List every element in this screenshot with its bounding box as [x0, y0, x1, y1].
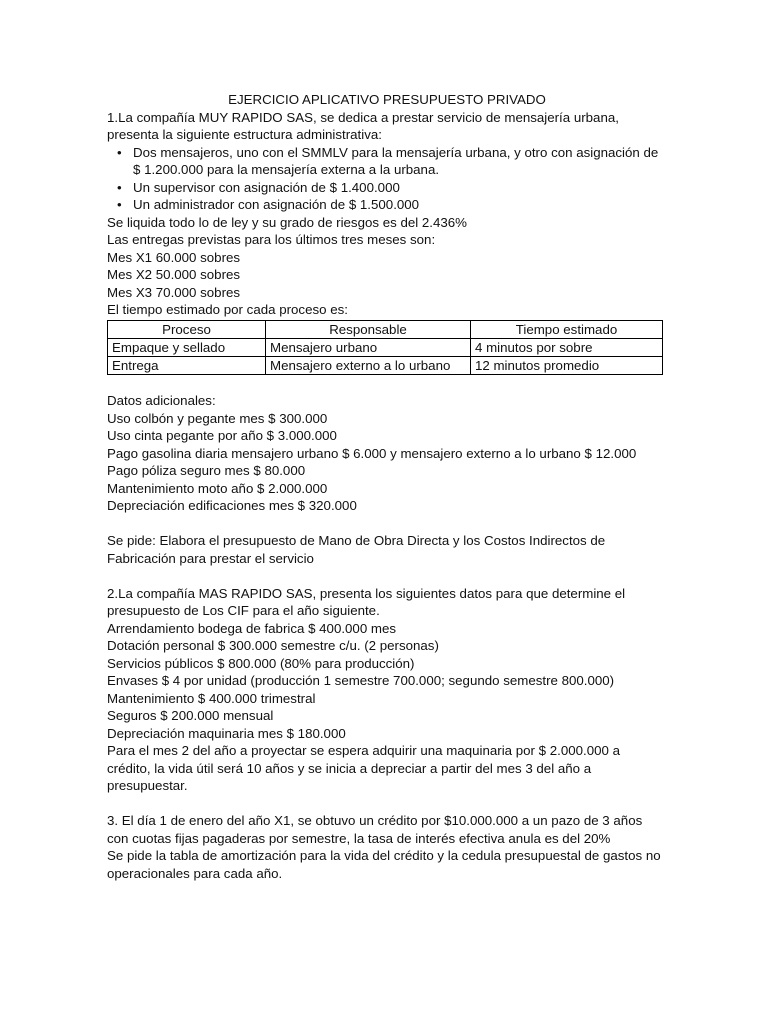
text-line: Pago gasolina diaria mensajero urbano $ 6.000 y mensajero externo a lo urbano $ 12.000: [107, 445, 637, 461]
exercise-1-request: Se pide: Elabora el presupuesto de Mano de Obra Directa y los Costos Indirectos de Fabricación para prestar el servicio: [107, 533, 606, 566]
exercise-2-intro: 2.La compañía MAS RAPIDO SAS, presenta los siguientes datos para que determine el presupuesto de Los CIF para el año siguiente.: [107, 585, 626, 618]
table-header-row: [108, 320, 663, 338]
spacer: [107, 515, 667, 533]
table-cell: Empaque y sellado: [108, 338, 266, 356]
exercise-1-intro: 1.La compañía MUY RAPIDO SAS, se dedica a prestar servicio de mensajería urbana, presenta la siguiente estructura administrativa:: [107, 109, 619, 142]
table-cell: 12 minutos promedio: [471, 356, 663, 374]
bullet-item: • Dos mensajeros, uno con el SMMLV para la mensajería urbana, y otro con asignación de $ 1.200.000 para la mensajería externa a la urbana.: [133, 144, 667, 179]
text-line: Servicios públicos $ 800.000 (80% para producción): [107, 655, 415, 671]
document-title: EJERCICIO APLICATIVO PRESUPUESTO PRIVADO: [228, 92, 546, 107]
text-line: El tiempo estimado por cada proceso es:: [107, 302, 348, 317]
bullet-item: • Un administrador con asignación de $ 1.500.000: [133, 196, 667, 214]
bullet-item: • Un supervisor con asignación de $ 1.400.000: [133, 179, 667, 197]
text-line: Uso cinta pegante por año $ 3.000.000: [107, 428, 337, 443]
table-cell: Mensajero urbano: [266, 338, 471, 356]
exercise-1-bullet-list: [107, 144, 667, 214]
text-line: Para el mes 2 del año a proyectar se espera adquirir una maquinaria por $ 2.000.000 a crédito, la vida útil será 10 años y se inicia a depreciar a partir del mes 3 del año a presupuestar.: [107, 743, 620, 793]
text-line: Arrendamiento bodega de fabrica $ 400.000 mes: [107, 620, 397, 636]
text-line: Dotación personal $ 300.000 semestre c/u. (2 personas): [107, 638, 439, 653]
spacer: [107, 567, 667, 585]
text-line: Mes X3 70.000 sobres: [107, 284, 241, 300]
text-line: Seguros $ 200.000 mensual: [107, 708, 274, 723]
text-line: Pago póliza seguro mes $ 80.000: [107, 463, 306, 478]
table-header-cell: Proceso: [108, 320, 266, 338]
text-line: Mes X2 50.000 sobres: [107, 267, 241, 282]
text-line: Mantenimiento $ 400.000 trimestral: [107, 690, 316, 706]
text-line: Depreciación maquinaria mes $ 180.000: [107, 725, 346, 741]
table-cell: Entrega: [108, 356, 266, 374]
spacer: [107, 375, 667, 393]
spacer: [107, 795, 667, 813]
table-row: [108, 356, 663, 374]
additional-data-title: Datos adicionales:: [107, 393, 216, 408]
text-line: Uso colbón y pegante mes $ 300.000: [107, 410, 328, 426]
text-line: Envases $ 4 por unidad (producción 1 semestre 700.000; segundo semestre 800.000): [107, 673, 615, 688]
document-page: [107, 91, 667, 882]
text-line: Depreciación edificaciones mes $ 320.000: [107, 498, 357, 513]
table-cell: Mensajero externo a lo urbano: [266, 356, 471, 374]
table-header-cell: Responsable: [266, 320, 471, 338]
table-header-cell: Tiempo estimado: [471, 320, 663, 338]
text-line: Se liquida todo lo de ley y su grado de riesgos es del 2.436%: [107, 214, 467, 230]
text-line: Mantenimiento moto año $ 2.000.000: [107, 480, 328, 496]
table-row: [108, 338, 663, 356]
exercise-3-request: Se pide la tabla de amortización para la vida del crédito y la cedula presupuestal de gastos no operacionales para cada año.: [107, 848, 661, 881]
table-cell: 4 minutos por sobre: [471, 338, 663, 356]
text-line: Las entregas previstas para los últimos tres meses son:: [107, 232, 436, 247]
text-line: Mes X1 60.000 sobres: [107, 249, 241, 265]
exercise-3-intro: 3. El día 1 de enero del año X1, se obtuvo un crédito por $10.000.000 a un pazo de 3 años con cuotas fijas pagaderas por semestre, la tasa de interés efectiva anula es del 20%: [107, 813, 643, 846]
process-table: [107, 320, 663, 375]
